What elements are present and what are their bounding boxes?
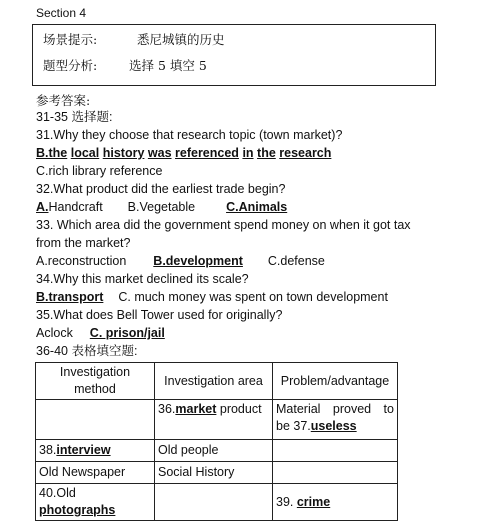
q32-option-b: B.Vegetable [127,200,196,214]
answers-heading: 参考答案: [36,93,91,108]
option-text: Handcraft [48,200,103,214]
table-cell [273,400,398,440]
cell-text: 38. [39,443,57,457]
table-header-row [36,363,398,400]
answer-word: the [257,146,276,160]
q33-question-line2: from the market? [36,236,131,250]
table-row [36,462,398,484]
header-cell: Investigation method [36,363,155,400]
table-cell [36,440,155,462]
table-row [36,400,398,440]
q32-options [36,199,287,216]
q33-option-a: A.reconstruction [36,254,127,268]
header-cell: Investigation area [155,363,273,400]
q32-option-a [36,200,103,214]
cell-text: 36. [158,402,176,416]
cell-text: 40.Old [39,486,76,500]
q33-question-line1: 33. Which area did the government spend money on when it got tax [36,218,411,232]
choice-heading: 31-35 选择题: [36,110,113,124]
q32-option-c: C.Animals [226,200,288,214]
q32-question: 32.What product did the earliest trade begin? [36,182,286,196]
answer-word: B.the [36,146,68,160]
q33-option-c: C.defense [267,254,325,268]
table-row [36,484,398,521]
q35-option-c: C. prison/jail [89,326,165,340]
answer-word: research [279,146,332,160]
answer-word: local [70,146,100,160]
table-row [36,440,398,462]
table-cell: Old Newspaper [36,462,155,484]
scene-value: 悉尼城镇的历史 [137,32,225,47]
answer-word: referenced [175,146,239,160]
blank-answer: useless [310,419,357,433]
table-cell [36,400,155,440]
blank-answer: photographs [39,503,116,517]
table-cell [155,400,273,440]
q35-options [36,325,165,342]
table-cell [273,484,398,521]
scene-box [32,24,436,86]
question-type-label: 题型分析: [43,58,98,73]
q35-question: 35.What does Bell Tower used for originally? [36,308,283,322]
q33-options [36,253,325,270]
q35-option-a: Aclock [36,326,73,340]
header-cell: Problem/advantage [273,363,398,400]
section-title: Section 4 [36,6,87,20]
cell-text: Material proved to [276,402,394,416]
q33-option-b: B.development [153,254,243,268]
q34-option-b: B.transport [36,290,104,304]
cell-text: be 37. [276,419,311,433]
cell-text: product [216,402,262,416]
answer-word: in [242,146,254,160]
table-cell [273,440,398,462]
table-cell: Social History [155,462,273,484]
q31-option-b [36,145,331,162]
q34-option-c: C. much money was spent on town development [118,290,388,304]
q34-question: 34.Why this market declined its scale? [36,272,249,286]
cell-text: 39. [276,494,297,509]
answer-letter: A. [36,200,49,214]
q31-question: 31.Why they choose that research topic (town market)? [36,128,343,142]
answer-word: was [147,146,172,160]
blank-answer: market [175,402,217,416]
table-cell: Old people [155,440,273,462]
q34-options [36,289,388,306]
table-cell [273,462,398,484]
answer-word: history [102,146,145,160]
blank-answer: interview [56,443,111,457]
table-cell [36,484,155,521]
q31-option-c: C.rich library reference [36,164,163,178]
table-heading: 36-40 表格填空题: [36,344,138,358]
question-type-value: 选择 5 填空 5 [129,58,207,73]
scene-label: 场景提示: [43,32,98,47]
answer-table [35,362,398,521]
table-cell [155,484,273,521]
blank-answer: crime [296,494,331,509]
